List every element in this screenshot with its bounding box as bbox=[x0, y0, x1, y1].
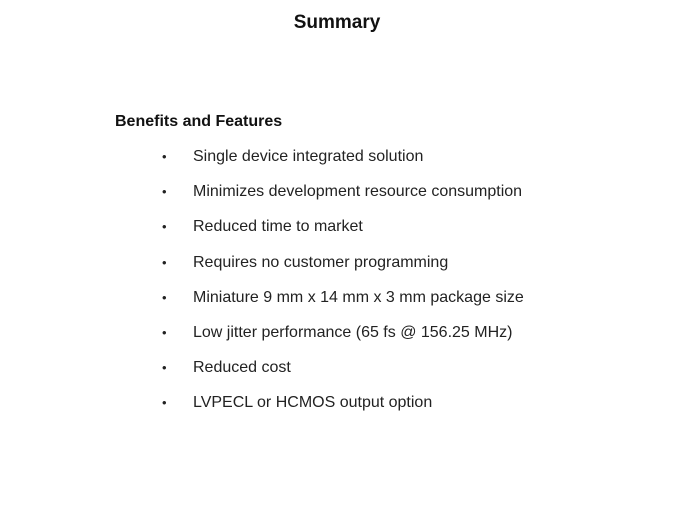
list-item-text: Reduced time to market bbox=[193, 218, 363, 236]
list-item bbox=[0, 252, 674, 287]
bullet-icon: • bbox=[162, 360, 167, 376]
list-item-text: Low jitter performance (65 fs @ 156.25 MHz) bbox=[193, 323, 513, 341]
list-item-text: Miniature 9 mm x 14 mm x 3 mm package size bbox=[193, 288, 524, 306]
bullet-icon: • bbox=[162, 254, 167, 270]
bullet-icon: • bbox=[162, 324, 167, 340]
list-item-text: Reduced cost bbox=[193, 359, 291, 377]
section-heading: Benefits and Features bbox=[115, 113, 283, 130]
list-item bbox=[0, 216, 674, 251]
list-item bbox=[0, 287, 674, 322]
list-item bbox=[0, 322, 674, 357]
bullet-icon: • bbox=[162, 219, 167, 235]
bullet-icon: • bbox=[162, 395, 167, 411]
slide-title: Summary bbox=[293, 12, 381, 33]
bullet-icon: • bbox=[162, 184, 167, 200]
list-item bbox=[0, 146, 674, 181]
feature-list bbox=[0, 146, 674, 428]
bullet-icon: • bbox=[162, 149, 167, 164]
list-item-text: LVPECL or HCMOS output option bbox=[193, 394, 433, 412]
list-item-text: Single device integrated solution bbox=[193, 148, 424, 165]
list-item bbox=[0, 392, 674, 427]
list-item-text: Requires no customer programming bbox=[193, 253, 449, 271]
list-item bbox=[0, 357, 674, 392]
bullet-icon: • bbox=[162, 289, 167, 305]
list-item bbox=[0, 181, 674, 216]
list-item-text: Minimizes development resource consumption bbox=[193, 183, 523, 201]
